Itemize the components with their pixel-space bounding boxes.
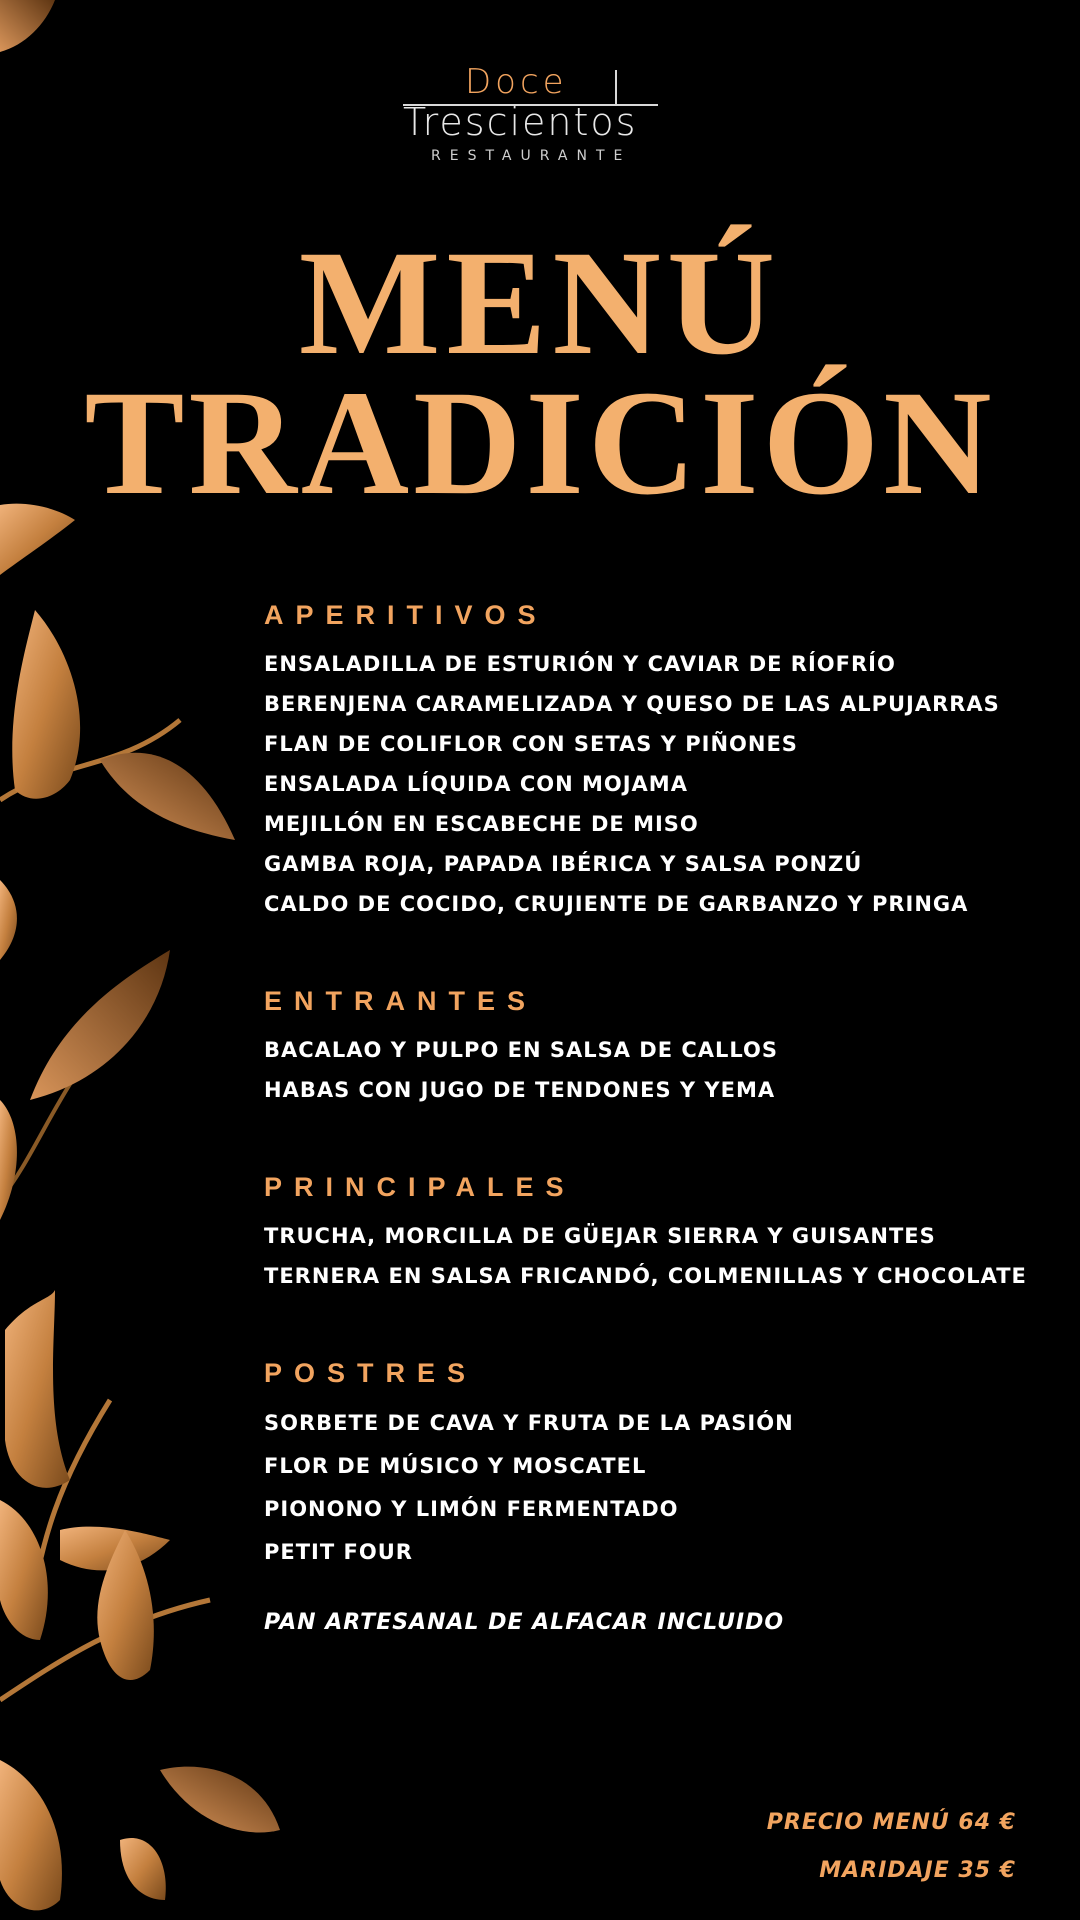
dish-item: ENSALADILLA DE ESTURIÓN Y CAVIAR DE RÍOFRÍO <box>264 652 896 676</box>
dish-item: BACALAO Y PULPO EN SALSA DE CALLOS <box>264 1038 779 1062</box>
dish-item: SORBETE DE CAVA Y FRUTA DE LA PASIÓN <box>264 1411 794 1435</box>
bread-note: PAN ARTESANAL DE ALFACAR INCLUIDO <box>264 1610 785 1635</box>
section-principales <box>264 1168 1064 1296</box>
dish-list <box>264 644 1064 924</box>
pairing-price: MARIDAJE 35 € <box>819 1858 1016 1883</box>
dish-list <box>264 1030 1064 1110</box>
section-aperitivos <box>264 596 1064 924</box>
restaurant-logo <box>395 60 675 170</box>
dish-item: FLOR DE MÚSICO Y MOSCATEL <box>264 1454 647 1478</box>
dish-item: ENSALADA LÍQUIDA CON MOJAMA <box>264 772 688 796</box>
logo-doce-text: Doce <box>465 62 568 102</box>
section-heading: ENTRANTES <box>264 986 538 1016</box>
logo-trescientos-text: Trescientos <box>403 100 638 144</box>
logo-restaurante-text: RESTAURANTE <box>431 148 632 164</box>
section-heading: PRINCIPALES <box>264 1172 576 1202</box>
dish-item: FLAN DE COLIFLOR CON SETAS Y PIÑONES <box>264 732 798 756</box>
dish-item: TERNERA EN SALSA FRICANDÓ, COLMENILLAS Y CHOCOLATE <box>264 1264 1027 1288</box>
menu-body <box>264 596 1064 1574</box>
dish-item: CALDO DE COCIDO, CRUJIENTE DE GARBANZO Y PRINGA <box>264 892 969 916</box>
menu-price: PRECIO MENÚ 64 € <box>766 1810 1016 1835</box>
section-heading: POSTRES <box>264 1358 478 1388</box>
section-heading: APERITIVOS <box>264 600 548 630</box>
dish-list <box>264 1216 1064 1296</box>
dish-item: HABAS CON JUGO DE TENDONES Y YEMA <box>264 1078 776 1102</box>
menu-title-line-2: TRADICIÓN <box>84 360 996 526</box>
section-entrantes <box>264 982 1064 1110</box>
dish-item: PETIT FOUR <box>264 1540 413 1564</box>
dish-item: PIONONO Y LIMÓN FERMENTADO <box>264 1497 679 1521</box>
dish-item: MEJILLÓN EN ESCABECHE DE MISO <box>264 812 699 836</box>
section-postres <box>264 1354 1064 1574</box>
dish-list <box>264 1402 1064 1574</box>
menu-title-line-1: MENÚ <box>298 220 782 386</box>
dish-item: GAMBA ROJA, PAPADA IBÉRICA Y SALSA PONZÚ <box>264 852 863 876</box>
dish-item: BERENJENA CARAMELIZADA Y QUESO DE LAS ALPUJARRAS <box>264 692 1000 716</box>
dish-item: TRUCHA, MORCILLA DE GÜEJAR SIERRA Y GUISANTES <box>264 1224 936 1248</box>
